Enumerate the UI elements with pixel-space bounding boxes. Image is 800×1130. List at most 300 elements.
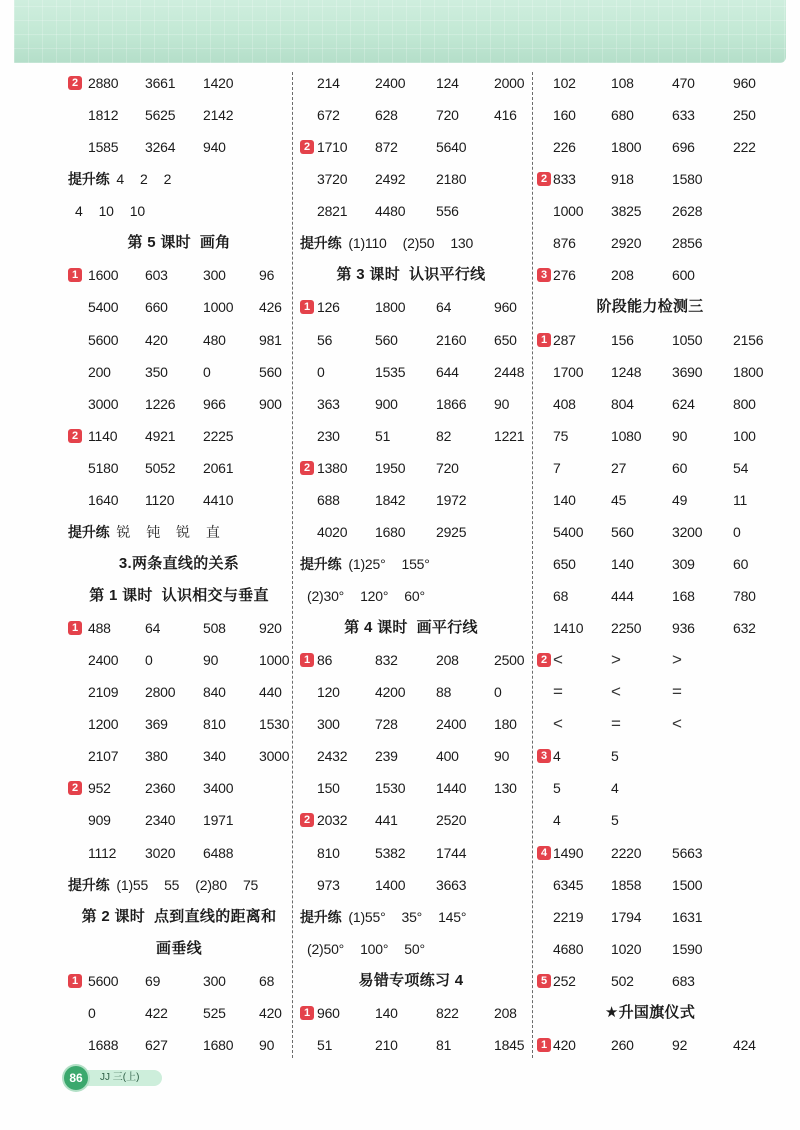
question-number-badge: 1 bbox=[68, 268, 82, 282]
answer-value: 90 bbox=[203, 652, 219, 669]
answer-row bbox=[65, 259, 293, 291]
answer-row bbox=[65, 997, 293, 1029]
answer-value: 5400 bbox=[88, 299, 119, 316]
answer-value: 876 bbox=[553, 235, 576, 252]
answer-row bbox=[297, 195, 525, 227]
answer-value: 81 bbox=[436, 1036, 452, 1053]
answer-value: 4020 bbox=[317, 523, 348, 540]
answer-value: 60 bbox=[733, 555, 749, 572]
answer-value: 90 bbox=[672, 427, 688, 444]
answer-value: 822 bbox=[436, 1004, 459, 1021]
answer-value: 156 bbox=[611, 331, 634, 348]
answer-value: 1688 bbox=[88, 1036, 119, 1053]
answer-value: 3663 bbox=[436, 876, 467, 893]
extension-practice-label: 提升练 bbox=[68, 523, 110, 540]
answer-value: 4921 bbox=[145, 427, 176, 444]
answer-value: 2 bbox=[140, 171, 148, 188]
answer-value: 1120 bbox=[145, 491, 175, 508]
answer-value: 3000 bbox=[259, 748, 290, 765]
answer-value: < bbox=[672, 714, 682, 734]
answer-value: 644 bbox=[436, 363, 459, 380]
answer-value: 68 bbox=[553, 588, 569, 604]
answer-value: 1530 bbox=[259, 716, 290, 733]
answer-value: 508 bbox=[203, 620, 226, 637]
answer-value: 1680 bbox=[375, 523, 406, 540]
answer-value: 2000 bbox=[494, 75, 525, 91]
answer-value: 0 bbox=[494, 684, 502, 701]
answer-row bbox=[535, 548, 765, 580]
answer-row bbox=[297, 452, 525, 484]
answer-value: < bbox=[553, 650, 563, 670]
answer-value: 3720 bbox=[317, 171, 348, 188]
answer-row bbox=[535, 99, 765, 131]
section-heading: 阶段能力检测三 bbox=[596, 298, 704, 316]
question-number-badge: 1 bbox=[300, 1006, 314, 1020]
answer-row bbox=[535, 837, 765, 869]
answer-value: 4 bbox=[611, 780, 619, 797]
answer-value: 952 bbox=[88, 780, 111, 797]
answer-value: 1500 bbox=[672, 876, 703, 893]
answer-value: 502 bbox=[611, 972, 634, 989]
answer-value: 2156 bbox=[733, 331, 764, 348]
answer-value: 208 bbox=[611, 267, 634, 284]
question-number-badge: 3 bbox=[537, 268, 551, 282]
answer-value: 4410 bbox=[203, 491, 234, 508]
section-heading: 3.两条直线的关系 bbox=[118, 554, 240, 572]
answer-row bbox=[65, 388, 293, 420]
answer-value: 155° bbox=[401, 555, 430, 572]
answer-value: 1248 bbox=[611, 363, 642, 380]
answer-value: 55 bbox=[164, 876, 180, 893]
answer-row bbox=[297, 997, 525, 1029]
answer-value: 2492 bbox=[375, 171, 406, 188]
answer-value: 5640 bbox=[436, 139, 467, 156]
answer-row bbox=[65, 67, 293, 99]
answer-value: 6345 bbox=[553, 876, 584, 893]
answer-value: 2250 bbox=[611, 620, 642, 637]
answer-value: 973 bbox=[317, 876, 340, 893]
answer-value: 1580 bbox=[672, 171, 703, 188]
answer-value: 200 bbox=[88, 363, 111, 380]
question-number-badge: 2 bbox=[300, 461, 314, 475]
answer-value: 1794 bbox=[611, 908, 642, 925]
answer-value: 680 bbox=[611, 107, 634, 124]
answer-value: 5 bbox=[611, 748, 619, 765]
answer-value: 27 bbox=[611, 459, 627, 476]
answer-value: 688 bbox=[317, 491, 340, 508]
answer-row bbox=[65, 804, 293, 836]
answer-value: 960 bbox=[317, 1004, 340, 1021]
answer-row bbox=[297, 291, 525, 323]
answer-value: 64 bbox=[436, 299, 452, 316]
answer-value: 2219 bbox=[553, 908, 584, 925]
answer-value: 966 bbox=[203, 395, 226, 412]
answer-row bbox=[65, 740, 293, 772]
answer-value: 1140 bbox=[88, 427, 118, 444]
question-number-badge: 1 bbox=[537, 1038, 551, 1052]
answer-value: 276 bbox=[553, 267, 576, 284]
answer-row bbox=[535, 420, 765, 452]
answer-value: 239 bbox=[375, 748, 398, 765]
answer-value: 2400 bbox=[88, 652, 119, 669]
answer-value: 1700 bbox=[553, 363, 584, 380]
extension-practice-label: 提升练 bbox=[300, 555, 342, 572]
answer-value: 3000 bbox=[88, 395, 119, 412]
answer-value: (2)50° bbox=[307, 940, 345, 957]
answer-value: 4480 bbox=[375, 203, 406, 220]
answer-value: 2925 bbox=[436, 523, 467, 540]
answer-row bbox=[535, 804, 765, 836]
answer-value: 920 bbox=[259, 620, 282, 637]
answer-value: 120 bbox=[317, 684, 340, 701]
answer-row bbox=[535, 772, 765, 804]
answer-value: 1112 bbox=[88, 844, 117, 861]
answer-value: 833 bbox=[553, 171, 576, 188]
answer-value: 1000 bbox=[553, 203, 584, 220]
answer-row bbox=[65, 131, 293, 163]
answer-value: 222 bbox=[733, 139, 756, 156]
answer-value: 45 bbox=[611, 491, 627, 508]
answer-value: 2107 bbox=[88, 748, 119, 765]
answer-row bbox=[535, 901, 765, 933]
question-number-badge: 5 bbox=[537, 974, 551, 988]
answer-value: 54 bbox=[733, 459, 749, 476]
answer-row bbox=[535, 1029, 765, 1061]
answer-row bbox=[65, 708, 293, 740]
answer-value: 3020 bbox=[145, 844, 176, 861]
answer-value: 49 bbox=[672, 491, 688, 508]
answer-value: 2856 bbox=[672, 235, 703, 252]
answer-row bbox=[65, 99, 293, 131]
answer-value: 10 bbox=[129, 203, 145, 220]
answer-value: 5400 bbox=[553, 523, 584, 540]
answer-value: 7 bbox=[553, 459, 561, 476]
answer-value: 416 bbox=[494, 107, 517, 124]
answer-value: 2432 bbox=[317, 748, 348, 765]
answer-column-right bbox=[535, 67, 765, 1061]
answer-value: 1221 bbox=[494, 427, 525, 444]
answer-row bbox=[297, 163, 525, 195]
answer-value: (1)55 bbox=[116, 876, 149, 893]
answer-value: 3264 bbox=[145, 139, 176, 156]
extension-practice-label: 提升练 bbox=[300, 908, 342, 925]
answer-value: 0 bbox=[317, 363, 325, 380]
answer-row bbox=[297, 388, 525, 420]
answer-value: 683 bbox=[672, 972, 695, 989]
answer-value: 直 bbox=[205, 523, 220, 540]
answer-row bbox=[65, 837, 293, 869]
answer-value: 840 bbox=[203, 684, 226, 701]
answer-value: 300 bbox=[203, 267, 226, 284]
answer-value: 424 bbox=[733, 1036, 756, 1053]
extension-practice-label: 提升练 bbox=[68, 171, 110, 188]
answer-value: 124 bbox=[436, 75, 459, 91]
answer-row bbox=[535, 195, 765, 227]
answer-column-left bbox=[65, 67, 293, 1061]
answer-row bbox=[297, 837, 525, 869]
section-heading: 第 4 课时 画平行线 bbox=[344, 619, 478, 637]
extension-practice-row bbox=[297, 548, 525, 580]
answer-row bbox=[65, 612, 293, 644]
answer-row bbox=[65, 676, 293, 708]
answer-value: 5382 bbox=[375, 844, 406, 861]
question-number-badge: 1 bbox=[300, 653, 314, 667]
answer-value: 60 bbox=[672, 459, 688, 476]
answer-row bbox=[535, 131, 765, 163]
answer-value: 1410 bbox=[553, 620, 584, 637]
answer-value: 64 bbox=[145, 620, 161, 637]
answer-value: 350 bbox=[145, 363, 168, 380]
answer-value: 90 bbox=[494, 748, 510, 765]
answer-value: 3690 bbox=[672, 363, 703, 380]
answer-value: 340 bbox=[203, 748, 226, 765]
question-number-badge: 1 bbox=[300, 300, 314, 314]
answer-value: 50° bbox=[404, 940, 425, 957]
section-heading: ★升国旗仪式 bbox=[604, 1003, 696, 1021]
answer-value: 69 bbox=[145, 972, 161, 989]
answer-value: 0 bbox=[203, 363, 211, 380]
answer-value: 426 bbox=[259, 299, 282, 316]
answer-value: 96 bbox=[259, 267, 275, 284]
extension-practice-row bbox=[297, 227, 525, 259]
answer-value: 4 bbox=[553, 748, 561, 765]
answer-row bbox=[297, 67, 525, 99]
answer-value: 75 bbox=[553, 427, 569, 444]
question-number-badge: 2 bbox=[537, 172, 551, 186]
answer-value: 2821 bbox=[317, 203, 348, 220]
answer-value: 5663 bbox=[672, 844, 703, 861]
question-number-badge: 3 bbox=[537, 749, 551, 763]
answer-value: 525 bbox=[203, 1004, 226, 1021]
answer-value: 82 bbox=[436, 427, 452, 444]
answer-value: 锐 bbox=[116, 523, 131, 540]
answer-value: 208 bbox=[494, 1004, 517, 1021]
answer-value: 627 bbox=[145, 1036, 168, 1053]
answer-value: 800 bbox=[733, 395, 756, 412]
answer-row bbox=[535, 869, 765, 901]
answer-value: 1400 bbox=[375, 876, 406, 893]
section-heading: 第 5 课时 画角 bbox=[127, 234, 231, 252]
answer-value: 130 bbox=[450, 235, 474, 252]
answer-value: (1)25° bbox=[348, 555, 386, 572]
answer-row bbox=[65, 291, 293, 323]
answer-value: 1050 bbox=[672, 331, 703, 348]
answer-value: 2520 bbox=[436, 812, 467, 829]
answer-value: 56 bbox=[317, 331, 333, 348]
answer-value: 804 bbox=[611, 395, 634, 412]
question-number-badge: 2 bbox=[300, 140, 314, 154]
answer-value: 86 bbox=[317, 652, 333, 669]
answer-value: 180 bbox=[494, 716, 517, 733]
answer-value: 650 bbox=[553, 555, 576, 572]
answer-value: 2448 bbox=[494, 363, 525, 380]
answer-value: 1226 bbox=[145, 395, 176, 412]
column-divider bbox=[532, 72, 533, 1058]
answer-value: 287 bbox=[553, 331, 576, 348]
answer-value: (1)55° bbox=[348, 908, 386, 925]
answer-value: 400 bbox=[436, 748, 459, 765]
answer-value: 1858 bbox=[611, 876, 642, 893]
answer-row bbox=[65, 965, 293, 997]
answer-value: 1950 bbox=[375, 459, 406, 476]
answer-value: 300 bbox=[317, 716, 340, 733]
answer-row bbox=[535, 676, 765, 708]
answer-value: 420 bbox=[553, 1036, 576, 1053]
answer-value: 6488 bbox=[203, 844, 234, 861]
answer-value: 720 bbox=[436, 107, 459, 124]
answer-row bbox=[535, 580, 765, 612]
answer-value: (2)80 bbox=[195, 876, 227, 893]
answer-value: 1585 bbox=[88, 139, 119, 156]
answer-row bbox=[297, 804, 525, 836]
answer-value: 1972 bbox=[436, 491, 467, 508]
answer-value: 1680 bbox=[203, 1036, 234, 1053]
answer-value: 780 bbox=[733, 588, 756, 604]
answer-value: = bbox=[553, 682, 563, 702]
answer-value: 470 bbox=[672, 75, 695, 91]
answer-value: 363 bbox=[317, 395, 340, 412]
answer-value: 600 bbox=[672, 267, 695, 284]
answer-value: 408 bbox=[553, 395, 576, 412]
answer-row bbox=[65, 324, 293, 356]
answer-value: 1845 bbox=[494, 1036, 525, 1053]
answer-row bbox=[297, 484, 525, 516]
answer-value: 1200 bbox=[88, 716, 119, 733]
answer-value: 92 bbox=[672, 1036, 688, 1053]
answer-value: (2)30° bbox=[307, 588, 345, 604]
extension-practice-label: 提升练 bbox=[68, 876, 110, 893]
answer-row bbox=[297, 676, 525, 708]
answer-value: 5600 bbox=[88, 972, 119, 989]
answer-value: 3400 bbox=[203, 780, 234, 797]
answer-value: 75 bbox=[242, 876, 259, 893]
answer-value: 1530 bbox=[375, 780, 406, 797]
answer-value: 2340 bbox=[145, 812, 176, 829]
answer-value: 2032 bbox=[317, 812, 348, 829]
answer-value: 560 bbox=[611, 523, 634, 540]
answer-row bbox=[297, 740, 525, 772]
answer-row bbox=[297, 420, 525, 452]
answer-row-continued bbox=[65, 195, 293, 227]
answer-row bbox=[65, 1029, 293, 1061]
answer-value: 1420 bbox=[203, 75, 234, 91]
answer-value: 900 bbox=[375, 395, 398, 412]
answer-value: 100° bbox=[360, 940, 389, 957]
answer-value: 1800 bbox=[611, 139, 642, 156]
answer-value: 120° bbox=[360, 588, 389, 604]
answer-row bbox=[535, 708, 765, 740]
answer-value: 2142 bbox=[203, 107, 234, 124]
answer-value: 1600 bbox=[88, 267, 119, 284]
answer-value: 728 bbox=[375, 716, 398, 733]
question-number-badge: 2 bbox=[300, 813, 314, 827]
answer-value: 832 bbox=[375, 652, 398, 669]
answer-row bbox=[65, 644, 293, 676]
answer-row bbox=[65, 484, 293, 516]
answer-value: 444 bbox=[611, 588, 634, 604]
answer-value: 2628 bbox=[672, 203, 703, 220]
answer-value: 309 bbox=[672, 555, 695, 572]
answer-value: 633 bbox=[672, 107, 695, 124]
answer-value: (2)50 bbox=[402, 235, 435, 252]
section-heading: 易错专项练习 4 bbox=[358, 971, 464, 989]
answer-row bbox=[535, 67, 765, 99]
answer-value: > bbox=[611, 650, 621, 670]
answer-value: 260 bbox=[611, 1036, 634, 1053]
answer-value: 1440 bbox=[436, 780, 467, 797]
answer-row bbox=[535, 324, 765, 356]
answer-value: 100 bbox=[733, 427, 756, 444]
answer-value: 51 bbox=[375, 427, 391, 444]
answer-value: 102 bbox=[553, 75, 576, 91]
answer-value: 603 bbox=[145, 267, 168, 284]
answer-value: 488 bbox=[88, 620, 111, 637]
answer-value: 2061 bbox=[203, 459, 234, 476]
answer-value: 140 bbox=[375, 1004, 398, 1021]
answer-row bbox=[535, 259, 765, 291]
answer-value: 810 bbox=[317, 844, 340, 861]
answer-row bbox=[535, 740, 765, 772]
answer-value: 440 bbox=[259, 684, 282, 701]
answer-value: 624 bbox=[672, 395, 695, 412]
answer-row bbox=[535, 356, 765, 388]
answer-row bbox=[297, 516, 525, 548]
question-number-badge: 2 bbox=[68, 76, 82, 90]
extension-practice-label: 提升练 bbox=[300, 235, 342, 252]
answer-value: 872 bbox=[375, 139, 398, 156]
answer-value: 2880 bbox=[88, 75, 119, 91]
answer-row bbox=[535, 227, 765, 259]
answer-value: 0 bbox=[88, 1004, 96, 1021]
answer-value: 5 bbox=[553, 780, 561, 797]
answer-value: 214 bbox=[317, 75, 340, 91]
answer-value: 1631 bbox=[672, 908, 703, 925]
answer-row bbox=[297, 356, 525, 388]
answer-value: 90 bbox=[259, 1036, 275, 1053]
answer-value: 1590 bbox=[672, 940, 703, 957]
answer-row bbox=[535, 965, 765, 997]
answer-row bbox=[535, 388, 765, 420]
answer-value: 810 bbox=[203, 716, 226, 733]
answer-row bbox=[65, 356, 293, 388]
answer-row bbox=[297, 644, 525, 676]
answer-value: 4 bbox=[116, 171, 124, 188]
answer-row bbox=[297, 869, 525, 901]
question-number-badge: 1 bbox=[537, 333, 551, 347]
answer-value: 5180 bbox=[88, 459, 119, 476]
edition-label: JJ 三(上) bbox=[86, 1070, 162, 1086]
answer-value: 208 bbox=[436, 652, 459, 669]
answer-value: 35° bbox=[401, 908, 423, 925]
answer-value: 1800 bbox=[375, 299, 406, 316]
answer-row bbox=[297, 1029, 525, 1061]
answer-value: 672 bbox=[317, 107, 340, 124]
section-heading: 画垂线 bbox=[156, 939, 202, 957]
answer-row bbox=[535, 516, 765, 548]
answer-value: 226 bbox=[553, 139, 576, 156]
answer-value: 168 bbox=[672, 588, 695, 604]
answer-value: 1800 bbox=[733, 363, 764, 380]
answer-value: 2400 bbox=[436, 716, 467, 733]
answer-value: 1842 bbox=[375, 491, 406, 508]
answer-value: 1640 bbox=[88, 491, 119, 508]
answer-value: 3661 bbox=[145, 75, 176, 91]
answer-value: 0 bbox=[733, 523, 741, 540]
answer-value: = bbox=[611, 714, 621, 734]
answer-value: 11 bbox=[733, 491, 748, 508]
answer-row bbox=[535, 163, 765, 195]
answer-value: 10 bbox=[98, 203, 114, 220]
